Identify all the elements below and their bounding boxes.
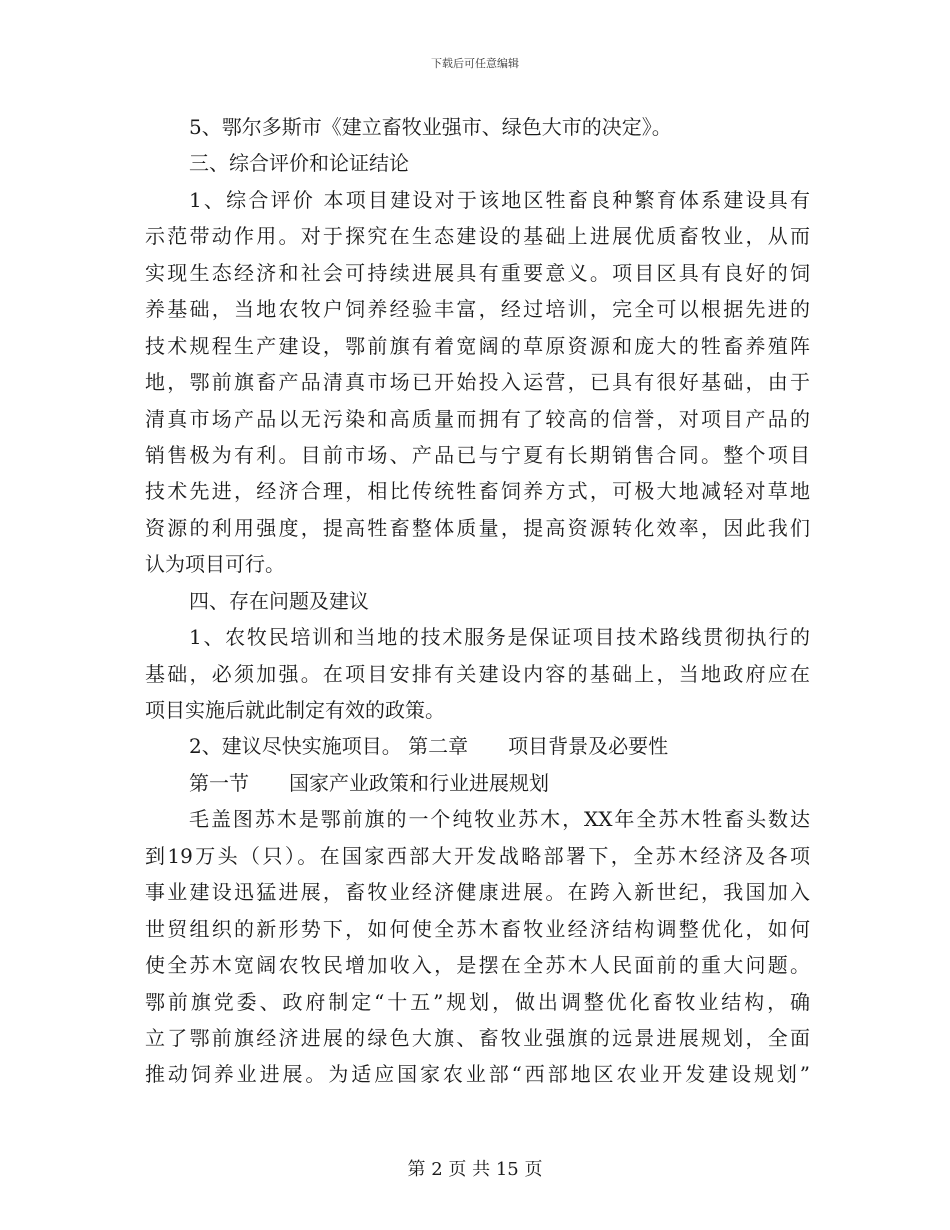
text-line: 销售极为有利。目前市场、产品已与宁夏有长期销售合同。整个项目: [145, 442, 810, 467]
text-line: 示范带动作用。对于探究在生态建设的基础上进展优质畜牧业，从而: [145, 224, 810, 249]
text-line: 1、农牧民培训和当地的技术服务是保证项目技术路线贯彻执行的: [189, 625, 810, 650]
text-line: 2、建议尽快实施项目。 第二章 项目背景及必要性: [189, 734, 669, 759]
page-header: 下载后可任意编辑: [431, 57, 519, 70]
text-line: 使全苏木宽阔农牧民增加收入，是摆在全苏木人民面前的重大问题。: [145, 953, 810, 978]
text-line: 实现生态经济和社会可持续进展具有重要意义。项目区具有良好的饲: [145, 260, 810, 285]
text-line: 项目实施后就此制定有效的政策。: [145, 698, 445, 722]
text-line: 世贸组织的新形势下，如何使全苏木畜牧业经济结构调整优化，如何: [145, 916, 810, 941]
text-line: 三、综合评价和论证结论: [189, 151, 409, 176]
text-line: 1、综合评价 本项目建设对于该地区牲畜良种繁育体系建设具有: [189, 187, 810, 212]
text-line: 四、存在问题及建议: [189, 588, 369, 613]
text-line: 立了鄂前旗经济进展的绿色大旗、畜牧业强旗的远景进展规划，全面: [145, 1025, 810, 1050]
text-line: 鄂前旗党委、政府制定“十五”规划，做出调整优化畜牧业结构，确: [145, 989, 810, 1014]
text-line: 地，鄂前旗畜产品清真市场已开始投入运营，已具有很好基础，由于: [145, 370, 810, 395]
text-line: 毛盖图苏木是鄂前旗的一个纯牧业苏木，XX年全苏木牲畜头数达: [189, 807, 810, 832]
text-line: 推动饲养业进展。为适应国家农业部“西部地区农业开发建设规划”: [145, 1062, 810, 1087]
text-line: 事业建设迅猛进展，畜牧业经济健康进展。在跨入新世纪，我国加入: [145, 880, 810, 905]
text-line: 技术先进，经济合理，相比传统牲畜饲养方式，可极大地减轻对草地: [145, 479, 810, 504]
text-line: 基础，必须加强。在项目安排有关建设内容的基础上，当地政府应在: [145, 661, 810, 686]
page-footer: 第 2 页 共 15 页: [407, 1159, 543, 1180]
text-line: 到19万头（只）。在国家西部大开发战略部署下，全苏木经济及各项: [145, 843, 810, 868]
text-line: 认为项目可行。: [145, 552, 285, 577]
document-body: [145, 109, 810, 1093]
text-line: 5、鄂尔多斯市《建立畜牧业强市、绿色大市的决定》。: [189, 115, 672, 139]
text-line: 第一节 国家产业政策和行业进展规划: [189, 770, 549, 795]
text-line: 技术规程生产建设，鄂前旗有着宽阔的草原资源和庞大的牲畜养殖阵: [145, 333, 810, 358]
text-line: 养基础，当地农牧户饲养经验丰富，经过培训，完全可以根据先进的: [145, 297, 810, 322]
text-line: 资源的利用强度，提高牲畜整体质量，提高资源转化效率，因此我们: [145, 515, 810, 540]
text-line: 清真市场产品以无污染和高质量而拥有了较高的信誉，对项目产品的: [145, 406, 810, 431]
